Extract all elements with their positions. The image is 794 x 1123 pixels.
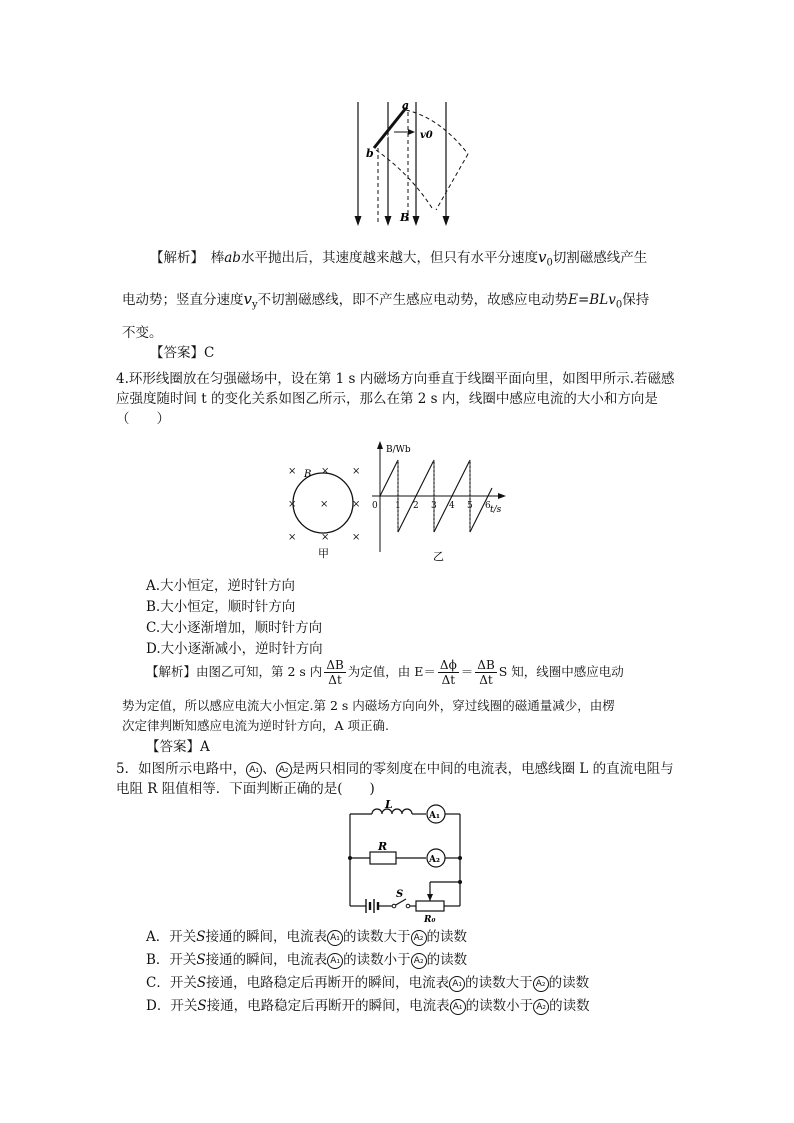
figure-yi-graph: [368, 440, 508, 562]
fig-yi-label: 乙: [433, 550, 444, 562]
q5-option-a: A．开关S接通的瞬间，电流表 A₁ 的读数大于 A₂ 的读数: [146, 929, 467, 945]
q4-analysis-line2: 势为定值，所以感应电流大小恒定.第 2 s 内磁场方向向外，穿过线圈的磁通量减少，由楞: [122, 698, 615, 713]
tick-5: 5: [467, 501, 473, 511]
q4-option-d: D.大小逐渐减小，逆时针方向: [146, 641, 323, 657]
q5-stem-line1: 5．如图所示电路中， A₁ 、 A₂ 是两只相同的零刻度在中间的电流表，电感线圈 L 的直流电阻与: [116, 761, 674, 777]
label-B: B: [400, 211, 410, 224]
fraction-dB-dt-2: $\frac{\Delta B}{\Delta t}$: [477, 658, 495, 687]
q3-answer: 【答案】C: [150, 345, 215, 361]
svg-text:×: ×: [352, 466, 361, 477]
q3-analysis-line1: 【解析】 棒ab水平抛出后，其速度越来越大，但只有水平分速度$v_0$切割磁感线产生: [150, 248, 648, 269]
figure-rod-in-field: [340, 96, 470, 232]
fraction-dphi-dt: $\frac{\Delta\phi}{\Delta t}$: [439, 658, 457, 687]
svg-text:×: ×: [320, 499, 329, 510]
q4-analysis-line1: 【解析】由图乙可知，第 2 s 内 $\frac{\Delta B}{\Delta t}$ 为定值，由 E＝ $\frac{\Delta\phi}{\Delta t}$ ＝ $\frac{\Delta B}{\Delta t}$ S 知，线圈中感应电动: [146, 658, 624, 687]
q5-option-d: D．开关S接通，电路稳定后再断开的瞬间，电流表 A₁ 的读数小于 A₂ 的读数: [146, 998, 590, 1014]
label-v0: v0: [420, 130, 433, 141]
circuit-label-R0: R₀: [424, 915, 436, 924]
svg-text:×: ×: [288, 532, 297, 543]
ammeter-a1-symbol: A₁: [327, 953, 343, 969]
circuit-label-R: R: [378, 840, 388, 853]
svg-text:×: ×: [288, 499, 297, 510]
circuit-label-S: S: [396, 889, 404, 900]
circuit-label-L: L: [385, 800, 393, 811]
q3-analysis-line3: 不变。: [122, 325, 163, 341]
q4-option-c: C.大小逐渐增加，顺时针方向: [146, 620, 323, 636]
q4-stem-line1: 4.环形线圈放在匀强磁场中，设在第 1 s 内磁场方向垂直于线圈平面向里，如图甲所示.若磁感: [116, 371, 675, 387]
ammeter-a2-symbol: A₂: [533, 999, 549, 1015]
q4-stem-line3: （ ）: [116, 411, 170, 427]
circuit-label-A2: A₂: [429, 855, 440, 865]
ammeter-a2-symbol: A₂: [276, 762, 292, 778]
ammeter-a2-symbol: A₂: [411, 953, 427, 969]
q4-answer: 【答案】A: [146, 739, 210, 755]
ammeter-a1-symbol: A₁: [246, 762, 262, 778]
q3-analysis-line2: 电动势；竖直分速度$v_y$不切割磁感线，即不产生感应电动势，故感应电动势E=BLv$_0$保持: [122, 290, 650, 311]
label-a: a: [402, 99, 410, 112]
tick-0: 0: [372, 501, 378, 511]
svg-text:×: ×: [352, 499, 361, 510]
tick-4: 4: [449, 501, 455, 511]
axis-y-label: B/Wb: [386, 445, 411, 455]
coil-label-B: B: [304, 469, 312, 480]
q5-option-c: C．开关S接通，电路稳定后再断开的瞬间，电流表 A₁ 的读数大于 A₂ 的读数: [146, 975, 590, 991]
circuit-label-A1: A₁: [429, 811, 440, 821]
svg-text:×: ×: [321, 532, 330, 543]
fraction-dB-dt: $\frac{\Delta B}{\Delta t}$: [326, 658, 344, 687]
q4-analysis-line3: 次定律判断知感应电流为逆时针方向，A 项正确.: [122, 718, 389, 733]
q4-option-b: B.大小恒定，顺时针方向: [146, 599, 296, 615]
q5-option-b: B．开关S接通的瞬间，电流表 A₁ 的读数小于 A₂ 的读数: [146, 952, 468, 968]
ammeter-a2-symbol: A₂: [533, 976, 549, 992]
q5-stem-line2: 电阻 R 阻值相等．下面判断正确的是( ): [116, 781, 375, 797]
ammeter-a1-symbol: A₁: [449, 976, 465, 992]
ammeter-a1-symbol: A₁: [327, 930, 343, 946]
fig-jia-label: 甲: [318, 547, 329, 560]
svg-text:×: ×: [321, 466, 330, 477]
label-b: b: [366, 147, 374, 160]
tick-1: 1: [395, 501, 401, 511]
tick-6: 6: [485, 501, 491, 511]
svg-text:×: ×: [352, 532, 361, 543]
ammeter-a1-symbol: A₁: [450, 999, 466, 1015]
q4-option-a: A.大小恒定，逆时针方向: [146, 578, 296, 594]
circuit-diagram: [340, 800, 470, 924]
tick-3: 3: [431, 501, 437, 511]
figure-jia-coil: [282, 460, 370, 560]
q4-stem-line2: 应强度随时间 t 的变化关系如图乙所示，那么在第 2 s 内，线圈中感应电流的大小和方向是: [116, 391, 658, 407]
axis-x-label: t/s: [490, 505, 502, 515]
ammeter-a2-symbol: A₂: [411, 930, 427, 946]
svg-text:×: ×: [288, 466, 297, 477]
tick-2: 2: [413, 501, 419, 511]
